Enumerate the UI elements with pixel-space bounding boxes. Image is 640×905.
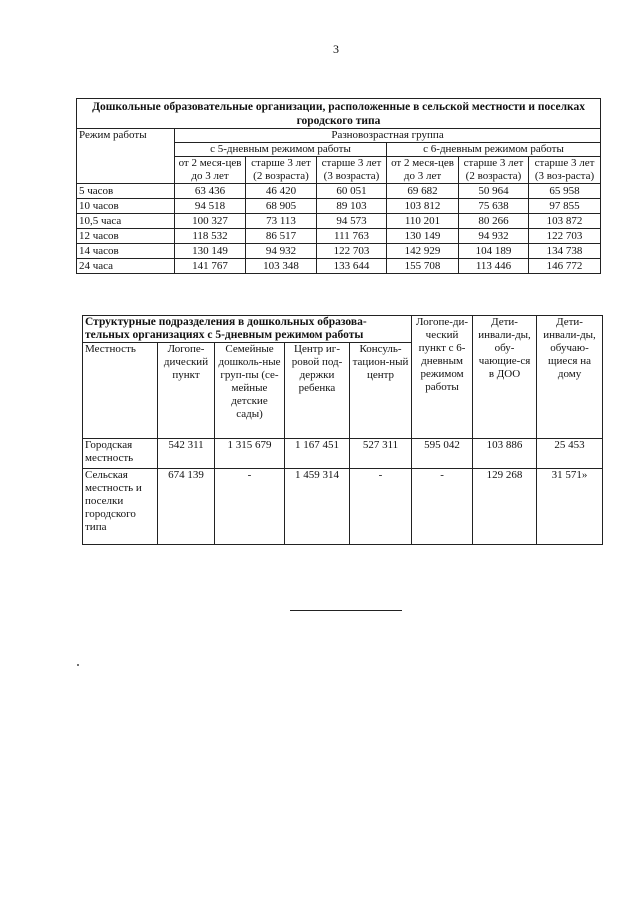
- table2-header: Дети-инвали-ды, обучаю-щиеся на дому: [537, 316, 603, 439]
- table1-age-header: от 2 меся-цев до 3 лет: [387, 157, 459, 184]
- table1-mode-header: Режим работы: [77, 129, 175, 143]
- table-row: [77, 184, 601, 199]
- scan-speck: [77, 664, 79, 666]
- table-row: [83, 439, 603, 469]
- table-cell: 69 682: [387, 184, 459, 199]
- table-cell: 674 139: [158, 469, 215, 545]
- table-cell: 31 571»: [537, 469, 603, 545]
- table-cell: 542 311: [158, 439, 215, 469]
- table-cell: 133 644: [317, 259, 387, 274]
- table-cell: 1 315 679: [215, 439, 285, 469]
- table-cell: 89 103: [317, 199, 387, 214]
- table-cell: 104 189: [459, 244, 529, 259]
- table-cell: -: [215, 469, 285, 545]
- divider-line: [290, 610, 402, 611]
- table-cell: 130 149: [175, 244, 246, 259]
- table2-header: Местность: [83, 343, 158, 439]
- table1-age-header: старше 3 лет (2 возраста): [459, 157, 529, 184]
- row-label: Городская местность: [83, 439, 158, 469]
- table-cell: 97 855: [529, 199, 601, 214]
- table-cell: 94 518: [175, 199, 246, 214]
- row-label: 5 часов: [77, 184, 175, 199]
- table-cell: 595 042: [412, 439, 473, 469]
- table1-subgroup-6day: с 6-дневным режимом работы: [387, 143, 601, 157]
- table2-header: Логопе-ди-ческий пункт с 6-дневным режимом работы: [412, 316, 473, 439]
- table-cell: 103 348: [246, 259, 317, 274]
- table-cell: -: [350, 469, 412, 545]
- table1-age-header: от 2 меся-цев до 3 лет: [175, 157, 246, 184]
- table-row: [77, 199, 601, 214]
- table-cell: 103 886: [473, 439, 537, 469]
- row-label: 10 часов: [77, 199, 175, 214]
- table-cell: -: [412, 469, 473, 545]
- table1-subgroup-5day: с 5-дневным режимом работы: [175, 143, 387, 157]
- table-cell: 94 932: [459, 229, 529, 244]
- table2-title: Структурные подразделения в дошкольных образова-тельных организациях с 5-дневным режимом работы: [83, 316, 412, 343]
- table-row: [77, 229, 601, 244]
- table-cell: 122 703: [529, 229, 601, 244]
- table2-header: Семейные дошколь-ные груп-пы (се-мейные детские сады): [215, 343, 285, 439]
- table-cell: 118 532: [175, 229, 246, 244]
- table1-age-header: старше 3 лет (3 воз-раста): [529, 157, 601, 184]
- table-cell: 122 703: [317, 244, 387, 259]
- table-row: [77, 259, 601, 274]
- row-label: Сельская местность и поселки городского типа: [83, 469, 158, 545]
- table-cell: 1 167 451: [285, 439, 350, 469]
- table-cell: 134 738: [529, 244, 601, 259]
- table1-mode-header-spacer: [77, 157, 175, 184]
- table-cell: 86 517: [246, 229, 317, 244]
- table-cell: 155 708: [387, 259, 459, 274]
- table-cell: 65 958: [529, 184, 601, 199]
- table-cell: 73 113: [246, 214, 317, 229]
- row-label: 14 часов: [77, 244, 175, 259]
- table1-group-header: Разновозрастная группа: [175, 129, 601, 143]
- table-cell: 141 767: [175, 259, 246, 274]
- row-label: 12 часов: [77, 229, 175, 244]
- table2-header: Консуль-тацион-ный центр: [350, 343, 412, 439]
- table-cell: 50 964: [459, 184, 529, 199]
- table1-title: Дошкольные образовательные организации, расположенные в сельской местности и поселках городского типа: [77, 99, 601, 129]
- table-cell: 130 149: [387, 229, 459, 244]
- table-cell: 113 446: [459, 259, 529, 274]
- table-cell: 63 436: [175, 184, 246, 199]
- table1-mode-header-spacer: [77, 143, 175, 157]
- table-cell: 46 420: [246, 184, 317, 199]
- table2-header: Центр иг-ровой под-держки ребенка: [285, 343, 350, 439]
- table-cell: 100 327: [175, 214, 246, 229]
- table-cell: 103 872: [529, 214, 601, 229]
- table-cell: 1 459 314: [285, 469, 350, 545]
- table-cell: 111 763: [317, 229, 387, 244]
- table-cell: 146 772: [529, 259, 601, 274]
- table-cell: 527 311: [350, 439, 412, 469]
- table2-header: Дети-инвали-ды, обу-чающие-ся в ДОО: [473, 316, 537, 439]
- table1-age-header: старше 3 лет (2 возраста): [246, 157, 317, 184]
- rural-preschool-table: [76, 98, 601, 274]
- table1-age-header: старше 3 лет (3 возраста): [317, 157, 387, 184]
- table-cell: 94 573: [317, 214, 387, 229]
- row-label: 24 часа: [77, 259, 175, 274]
- table-cell: 142 929: [387, 244, 459, 259]
- table-cell: 25 453: [537, 439, 603, 469]
- table-row: [77, 214, 601, 229]
- table2-header: Логопе-дический пункт: [158, 343, 215, 439]
- table-cell: 75 638: [459, 199, 529, 214]
- table-cell: 60 051: [317, 184, 387, 199]
- table-cell: 94 932: [246, 244, 317, 259]
- page-number: 3: [333, 42, 339, 56]
- table-cell: 68 905: [246, 199, 317, 214]
- table-row: [83, 469, 603, 545]
- table-cell: 103 812: [387, 199, 459, 214]
- table-row: [77, 244, 601, 259]
- structural-units-table: [82, 315, 603, 545]
- table-cell: 80 266: [459, 214, 529, 229]
- table-cell: 129 268: [473, 469, 537, 545]
- table-cell: 110 201: [387, 214, 459, 229]
- row-label: 10,5 часа: [77, 214, 175, 229]
